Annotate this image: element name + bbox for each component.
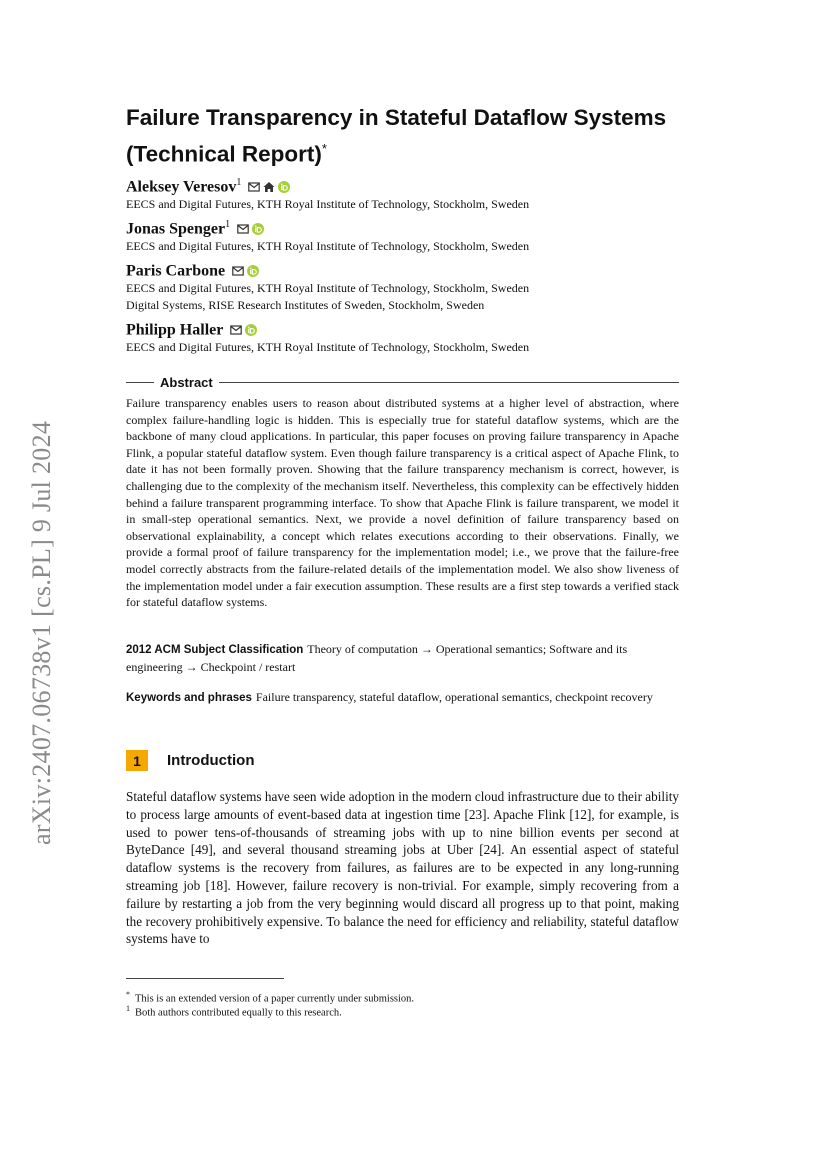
author-name: Philipp Haller xyxy=(126,321,224,339)
title-line-1: Failure Transparency in Stateful Dataflow Systems xyxy=(126,105,667,130)
keywords-text: Failure transparency, stateful dataflow, operational semantics, checkpoint recovery xyxy=(255,690,653,704)
author-block xyxy=(126,219,264,238)
title-line-2: (Technical Report) xyxy=(126,141,322,167)
acm-text: Theory of computation → Operational semantics; Software and its engineering → Checkpoint / restart xyxy=(126,642,628,674)
footnote-rule xyxy=(126,978,284,979)
footnote-text: Both authors contributed equally to this research. xyxy=(135,1007,342,1019)
abstract-text: Failure transparency enables users to reason about distributed systems at a higher level of abstraction, where complex failure-handling logic is hidden. This is especially true for stateful dataflow systems, which are the backbone of many cloud applications. In particular, this paper focuses on proving failure transparency in Apache Flink, a popular stateful dataflow system. Even though failure transparency is a critical aspect of Apache Flink, to date it has not been formally proven. Showing that the failure transparency mechanism is correct, however, is challenging due to the complexity of the mechanism itself. Nevertheless, this complexity can be effectively hidden behind a failure transparent programming interface. To show that Apache Flink is failure transparent, we model it in small-step operational semantics. Next, we provide a novel definition of failure transparency based on observational explainability, a concept which relates executions according to their observations. Finally, we provide a formal proof of failure transparency for the implementation model; i.e., we prove that the failure-free model correctly abstracts from the failure-related details of the implementation model. We also show liveness of the implementation model under a fair execution assumption. These results are a first step towards a verified stack for stateful dataflow systems. xyxy=(126,396,679,610)
home-icon[interactable] xyxy=(263,181,275,193)
abstract-header xyxy=(126,374,679,390)
orcid-icon[interactable] xyxy=(252,223,264,235)
orcid-icon[interactable] xyxy=(278,181,290,193)
author-name: Paris Carbone xyxy=(126,262,226,280)
section-heading xyxy=(126,750,254,771)
section-number: 1 xyxy=(126,750,148,771)
abstract-heading: Abstract xyxy=(160,374,213,390)
footnote xyxy=(126,1002,342,1020)
author-name: Aleksey Veresov$^1$ xyxy=(126,177,242,196)
paper-title xyxy=(126,102,696,170)
author-block xyxy=(126,177,290,196)
abstract-rule-left xyxy=(126,382,154,383)
footnote-mark: 1 xyxy=(126,1004,130,1013)
orcid-icon[interactable] xyxy=(247,265,259,277)
author-block xyxy=(126,320,257,339)
acm-label: 2012 ACM Subject Classification xyxy=(126,644,304,656)
footnote-mark: * xyxy=(126,990,130,999)
envelope-icon[interactable] xyxy=(237,223,249,235)
title-footnote-mark: * xyxy=(321,141,327,156)
acm-classification xyxy=(126,641,679,676)
keywords-label: Keywords and phrases xyxy=(126,692,252,704)
envelope-icon[interactable] xyxy=(230,324,242,336)
keywords xyxy=(126,689,679,707)
envelope-icon[interactable] xyxy=(248,181,260,193)
envelope-icon[interactable] xyxy=(232,265,244,277)
author-affiliation: EECS and Digital Futures, KTH Royal Institute of Technology, Stockholm, Sweden xyxy=(126,340,530,354)
author-name: Jonas Spenger$^1$ xyxy=(126,219,231,238)
author-affiliation: EECS and Digital Futures, KTH Royal Institute of Technology, Stockholm, Sweden xyxy=(126,197,530,211)
orcid-icon[interactable] xyxy=(245,324,257,336)
section-title: Introduction xyxy=(167,752,255,769)
author-affiliation: EECS and Digital Futures, KTH Royal Institute of Technology, Stockholm, Sweden xyxy=(126,281,530,295)
author-block xyxy=(126,261,259,280)
author-affiliation: EECS and Digital Futures, KTH Royal Institute of Technology, Stockholm, Sweden xyxy=(126,239,530,253)
footnote-text: This is an extended version of a paper currently under submission. xyxy=(135,993,415,1005)
introduction-text: Stateful dataflow systems have seen wide adoption in the modern cloud infrastructure due to their ability to process large amounts of event-based data at ingestion time [23]. Apache Flink [12], for example, is used to power tens-of-thousands of streaming jobs with up to nine billion events per second at ByteDance [49], and several thousand streaming jobs at Uber [24]. An essential aspect of stateful dataflow systems is the recovery from failures, as failures are to be expected in any long-running streaming job [18]. However, failure recovery is non-trivial. For example, simply recovering from a failure by restarting a job from the very beginning would discard all progress up to that point, making the recovery prohibitively expensive. To balance the need for efficiency and reliability, stateful dataflow systems have to xyxy=(126,789,679,947)
abstract-rule-right xyxy=(219,382,679,383)
arxiv-stamp: arXiv:2407.06738v1 [cs.PL] 9 Jul 2024 xyxy=(27,420,56,845)
author-affiliation: Digital Systems, RISE Research Institutes of Sweden, Stockholm, Sweden xyxy=(126,298,485,312)
